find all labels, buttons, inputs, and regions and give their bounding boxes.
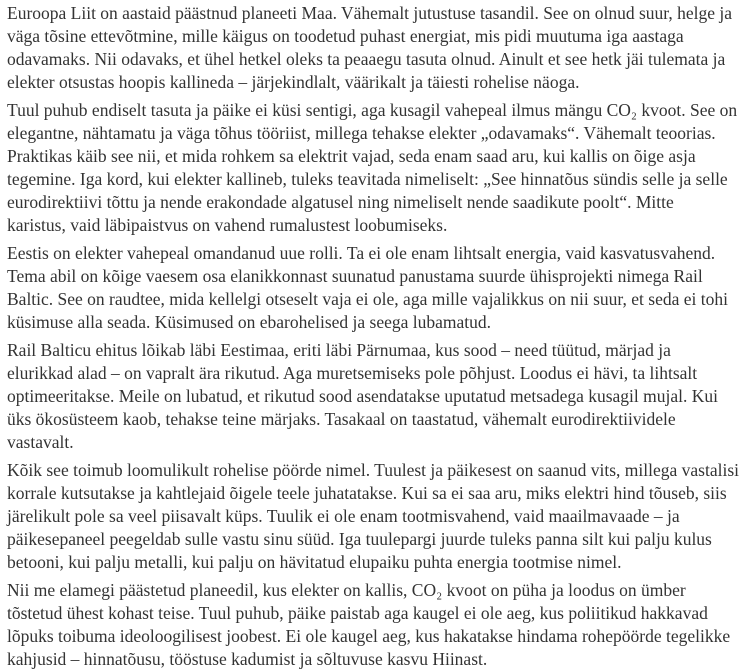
text-line: Euroopa Liit on aastaid päästnud planeeti Maa. Vähemalt jutustuse tasandil. See on olnud suur, helge ja (7, 3, 733, 23)
text-line: kahjusid – hinnatõusu, tööstuse kadumist ja sõltuvuse kasvu Hiinast. (7, 649, 488, 669)
text-line: Kõik see toimub loomulikult rohelise pöörde nimel. Tuulest ja päikesest on saanud vits, millega vastalisi (7, 460, 740, 480)
text-line: päikesepaneel peegeldab sulle vastu sinu süüd. Iga tuulepargi juurde tuleks panna silt kui palju kulus (7, 529, 712, 549)
text-line: Baltic. See on raudtee, mida kellelgi otseselt vaja ei ole, aga mille vajalikkus on nii suur, et seda ei tohi (7, 289, 728, 309)
article-body (7, 2, 743, 671)
paragraph (7, 459, 743, 574)
text-line: eurodirektiivi tõttu ja nende erakondade algatusel ning nimeliselt nende saadikute poolt“. Mitte (7, 192, 674, 212)
text-line: järelikult pole sa veel piisavalt küps. Tuulik ei ole enam tootmisvahend, vaid maailmavaade – ja (7, 506, 680, 526)
paragraph (7, 242, 743, 334)
text-line: tegemine. Iga kord, kui elekter kallineb, tuleks teavitada nimeliselt: „See hinnatõus sündis selle ja selle (7, 169, 728, 189)
text-line: tõstetud ühest kohast teise. Tuul puhub, päike paistab aga kaugel ei ole aeg, kus poliitikud hakkavad (7, 603, 708, 623)
text-line: betooni, kui palju metalli, kui palju on hävitatud elupaiku puhta energia tootmise nimel. (7, 552, 622, 572)
text-line: Tema abil on kõige vaesem osa elanikkonnast suunatud panustama suurde ühisprojekti nimega Rail (7, 266, 703, 286)
text-line: odavamaks. Nii odavaks, et ühel hetkel oleks ta peaaegu tasuta olnud. Ainult et see hetk jäi tulemata ja (7, 49, 726, 69)
paragraph (7, 339, 743, 454)
paragraph (7, 2, 743, 94)
text-line: optimeeritakse. Meile on lubatud, et rikutud sood asendatakse uputatud metsadega kusagil mujal. Kui (7, 386, 719, 406)
text-line: Tuul puhub endiselt tasuta ja päike ei küsi sentigi, aga kusagil vahepeal ilmus mängu CO₂ kvoot. See on (7, 100, 738, 120)
text-line: elurikkad alad – on vapralt ära rikutud. Aga muretsemiseks pole põhjust. Loodus ei hävi, ta lihtsalt (7, 363, 698, 383)
text-line: Praktikas käib see nii, et mida rohkem sa elektrit vajad, seda enam saad aru, kui kallis on õige asja (7, 146, 696, 166)
text-line: üks ökosüsteem kaob, tehakse teine märjaks. Tasakaal on taastatud, vähemalt eurodirektiividele (7, 409, 676, 429)
paragraph (7, 579, 743, 671)
paragraph (7, 99, 743, 237)
text-line: Rail Balticu ehitus lõikab läbi Eestimaa, eriti läbi Pärnumaa, kus sood – need tüütud, märjad ja (7, 340, 671, 360)
text-line: korrale kutsutakse ja kahtlejaid õigele teele juhatatakse. Kui sa ei saa aru, miks elektri hind tõuseb, siis (7, 483, 727, 503)
text-line: elekter otsustas hoopis kallineda – järjekindlalt, väärikalt ja täiesti rohelise näoga. (7, 72, 580, 92)
text-line: Nii me elamegi päästetud planeedil, kus elekter on kallis, CO₂ kvoot on püha ja loodus on ümber (7, 580, 686, 600)
text-line: vastavalt. (7, 432, 74, 452)
text-line: karistus, vaid läbipaistvus on vahend rumalustest loobumiseks. (7, 215, 448, 235)
text-line: küsimuse alla seada. Küsimused on ebarohelised ja seega lubamatud. (7, 312, 492, 332)
text-line: Eestis on elekter vahepeal omandanud uue rolli. Ta ei ole enam lihtsalt energia, vaid kasvatusvahend. (7, 243, 716, 263)
text-line: elegantne, nähtamatu ja väga tõhus tööriist, millega tehakse elekter „odavamaks“. Vähemalt teoorias. (7, 123, 716, 143)
text-line: väga tõsine ettevõtmine, mille käigus on toodetud puhast energiat, mis pidi muutuma iga aastaga (7, 26, 684, 46)
text-line: lõpuks toibuma ideoloogilisest joobest. Ei ole kaugel aeg, kus hakatakse hindama rohepöörde tegelikke (7, 626, 731, 646)
